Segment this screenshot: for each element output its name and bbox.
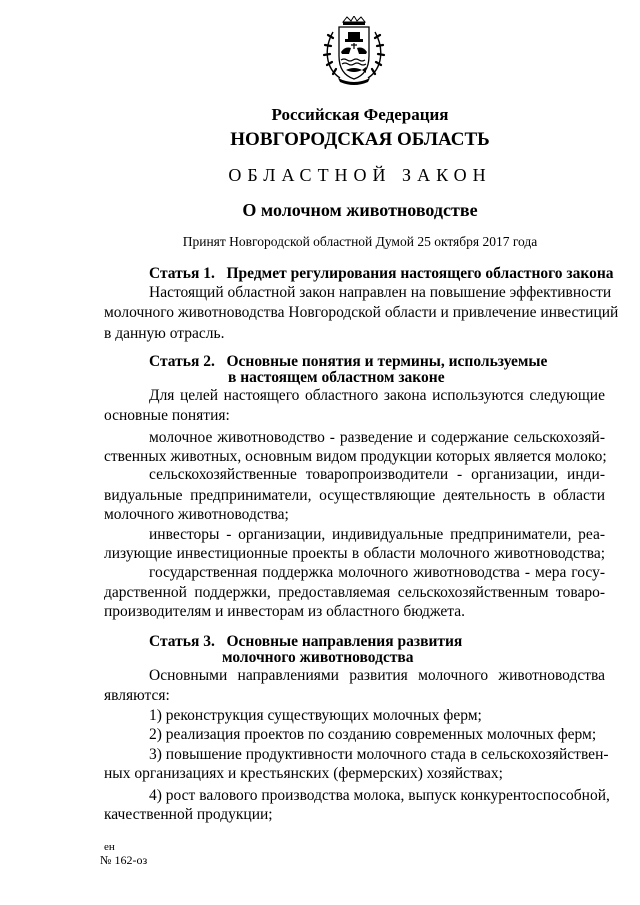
article-2-line: ственных животных, основным видом продукции которых является молоко;	[104, 448, 607, 465]
executor-initials: ен	[104, 841, 115, 853]
article-3-line: являются:	[104, 687, 170, 704]
article-1-heading: Статья 1. Предмет регулирования настоящего областного закона	[149, 265, 614, 282]
article-2-line: государственная поддержка молочного животноводства - мера госу-	[149, 564, 605, 581]
article-2-line: дарственной поддержки, предоставляемая сельскохозяйственным товаро-	[104, 584, 605, 601]
article-2-line: основные понятия:	[104, 407, 230, 424]
article-2-line: Для целей настоящего областного закона используются следующие	[149, 387, 605, 404]
article-2-line: инвесторы - организации, индивидуальные предприниматели, реа-	[149, 526, 605, 543]
article-2-line: молочное животноводство - разведение и содержание сельскохозяй-	[149, 429, 605, 446]
article-1-line: Настоящий областной закон направлен на повышение эффективности	[149, 284, 612, 301]
adoption-note: Принят Новгородской областной Думой 25 октября 2017 года	[182, 234, 538, 249]
article-3-line: Основными направлениями развития молочного животноводства	[149, 667, 605, 684]
coat-of-arms-emblem	[321, 16, 387, 86]
region-name: НОВГОРОДСКАЯ ОБЛАСТЬ	[230, 129, 490, 150]
article-2-line: лизующие инвестиционные проекты в области молочного животноводства;	[104, 545, 605, 562]
article-3-line: ных организациях и крестьянских (фермерских) хозяйствах;	[104, 765, 503, 782]
article-3-heading: Статья 3. Основные направления развития	[149, 633, 463, 650]
article-3-list-item: 4) рост валового производства молока, выпуск конкурентоспособной,	[149, 787, 610, 804]
article-3-list-item: 2) реализация проектов по созданию современных молочных ферм;	[149, 726, 597, 743]
article-1-line: в данную отрасль.	[104, 325, 225, 342]
article-2-heading: Статья 2. Основные понятия и термины, используемые	[149, 353, 548, 370]
article-3-list-item: 1) реконструкция существующих молочных ферм;	[149, 707, 482, 724]
law-title: О молочном животноводстве	[242, 200, 478, 220]
article-3-list-item: 3) повышение продуктивности молочного стада в сельскохозяйствен-	[149, 746, 609, 763]
article-2-heading-cont: в настоящем областном законе	[228, 369, 445, 386]
document-type: ОБЛАСТНОЙ ЗАКОН	[228, 165, 492, 185]
article-2-line: производителям и инвесторам из областного бюджета.	[104, 603, 465, 620]
article-3-heading-cont: молочного животноводства	[222, 649, 414, 666]
article-2-line: молочного животноводства;	[104, 506, 289, 523]
law-number: № 162-оз	[100, 853, 148, 867]
article-2-line: сельскохозяйственные товаропроизводители - организации, инди-	[149, 466, 605, 483]
article-3-line: качественной продукции;	[104, 806, 273, 823]
country-name: Российская Федерация	[271, 105, 449, 124]
article-2-line: видуальные предприниматели, осуществляющие деятельность в области	[104, 487, 605, 504]
article-1-line: молочного животноводства Новгородской области и привлечение инвестиций	[104, 304, 619, 321]
